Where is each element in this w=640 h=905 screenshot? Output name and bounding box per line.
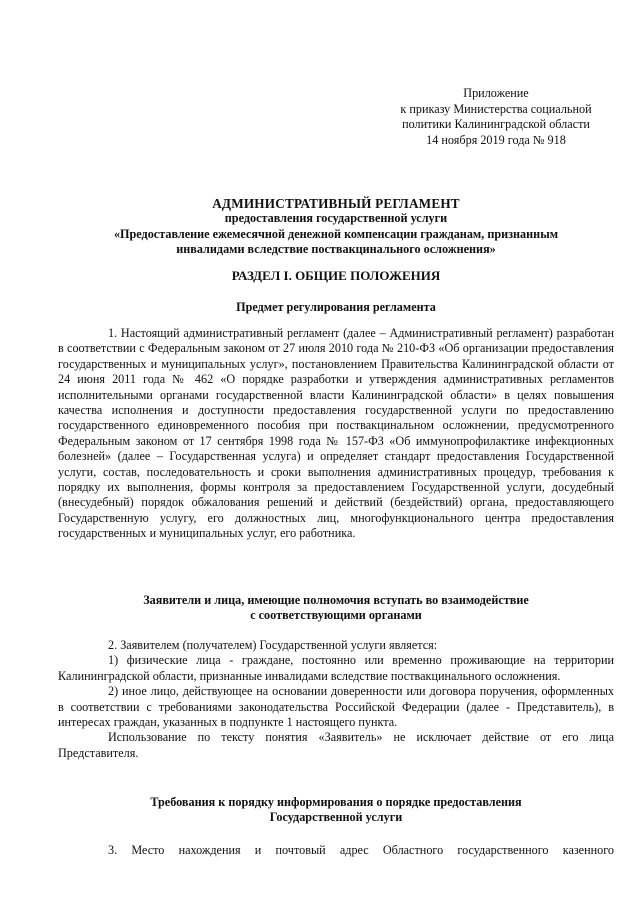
paragraph-1-text: 1. Настоящий административный регламент (далее – Административный регламент) разработан в соответствии с Федеральным законом от 27 июля 2010 года № 210-ФЗ «Об организации предоставления государственных и муниципальных услуг», постановлением Правительства Калининградской области от 24 июня 2011 года № 462 «О порядке разработки и утверждения административных регламентов исполнительными органами государственной власти Калининградской области» в целях повышения качества исполнения и доступности предоставления государственной услуги по предоставлению государственного единовременного пособия при поствакцинальном осложнении, предусмотренного Федеральным законом от 17 сентября 1998 года № 157-ФЗ «Об иммунопрофилактике инфекционных болезней» (далее – Государственная услуга) и определяет стандарт предоставления Государственной услуги, состав, последовательность и сроки выполнения административных процедур, требования к порядку их выполнения, формы контроля за предоставлением Государственной услуги, досудебный (внесудебный) порядок обжалования решений и действий (бездействий) органа, предоставляющего Государственную услугу, его должностных лиц, многофункционального центра предоставления государственных и муниципальных услуг, его работника. <box>58 326 614 541</box>
applicants-heading-line1: Заявители и лица, имеющие полномочия вступать во взаимодействие <box>143 593 529 607</box>
applicants-heading <box>58 593 614 624</box>
title-sub1: предоставления государственной услуги <box>224 211 448 226</box>
paragraph-3-text: 3. Место нахождения и почтовый адрес Областного государственного казенного <box>108 843 614 857</box>
inform-heading-line2: Государственной услуги <box>269 810 403 825</box>
section-heading: РАЗДЕЛ I. ОБЩИЕ ПОЛОЖЕНИЯ <box>231 268 441 283</box>
paragraph-2-item-1: 1) физические лица - граждане, постоянно или временно проживающие на территории Калининградской области, признанные инвалидами вследствие поствакцинального осложнения. <box>58 653 614 683</box>
paragraph-2-note: Использование по тексту понятия «Заявитель» не исключает действие от его лица Представителя. <box>58 730 614 760</box>
paragraph-2-item-2: 2) иное лицо, действующее на основании доверенности или договора поручения, оформленных в соответствии с требованиями законодательства Российской Федерации (далее - Представитель), в интересах граждан, указанных в подпункте 1 настоящего пункта. <box>58 684 614 730</box>
inform-heading-line1: Требования к порядку информирования о порядке предоставления <box>150 795 522 809</box>
appendix-date-line: 14 ноября 2019 года № 918 <box>426 132 566 147</box>
applicants-heading-line2: с соответствующими органами <box>250 608 422 623</box>
subject-heading: Предмет регулирования регламента <box>236 300 436 314</box>
title-main: АДМИНИСТРАТИВНЫЙ РЕГЛАМЕНТ <box>212 196 460 211</box>
appendix-label: Приложение <box>463 86 529 100</box>
paragraph-3 <box>58 843 614 858</box>
paragraph-2-group <box>58 638 614 761</box>
appendix-ministry-line: политики Калининградской области <box>402 117 590 131</box>
title-sub3: инвалидами вследствие поствакцинального осложнения» <box>176 242 496 257</box>
regulation-title <box>58 196 614 258</box>
paragraph-2: 2. Заявителем (получателем) Государственной услуги является: <box>108 638 438 652</box>
paragraph-1 <box>58 326 614 542</box>
inform-heading <box>58 795 614 826</box>
appendix-order-line: к приказу Министерства социальной <box>400 101 592 116</box>
title-sub2: «Предоставление ежемесячной денежной компенсации гражданам, признанным <box>113 226 559 241</box>
appendix-block <box>380 86 612 148</box>
